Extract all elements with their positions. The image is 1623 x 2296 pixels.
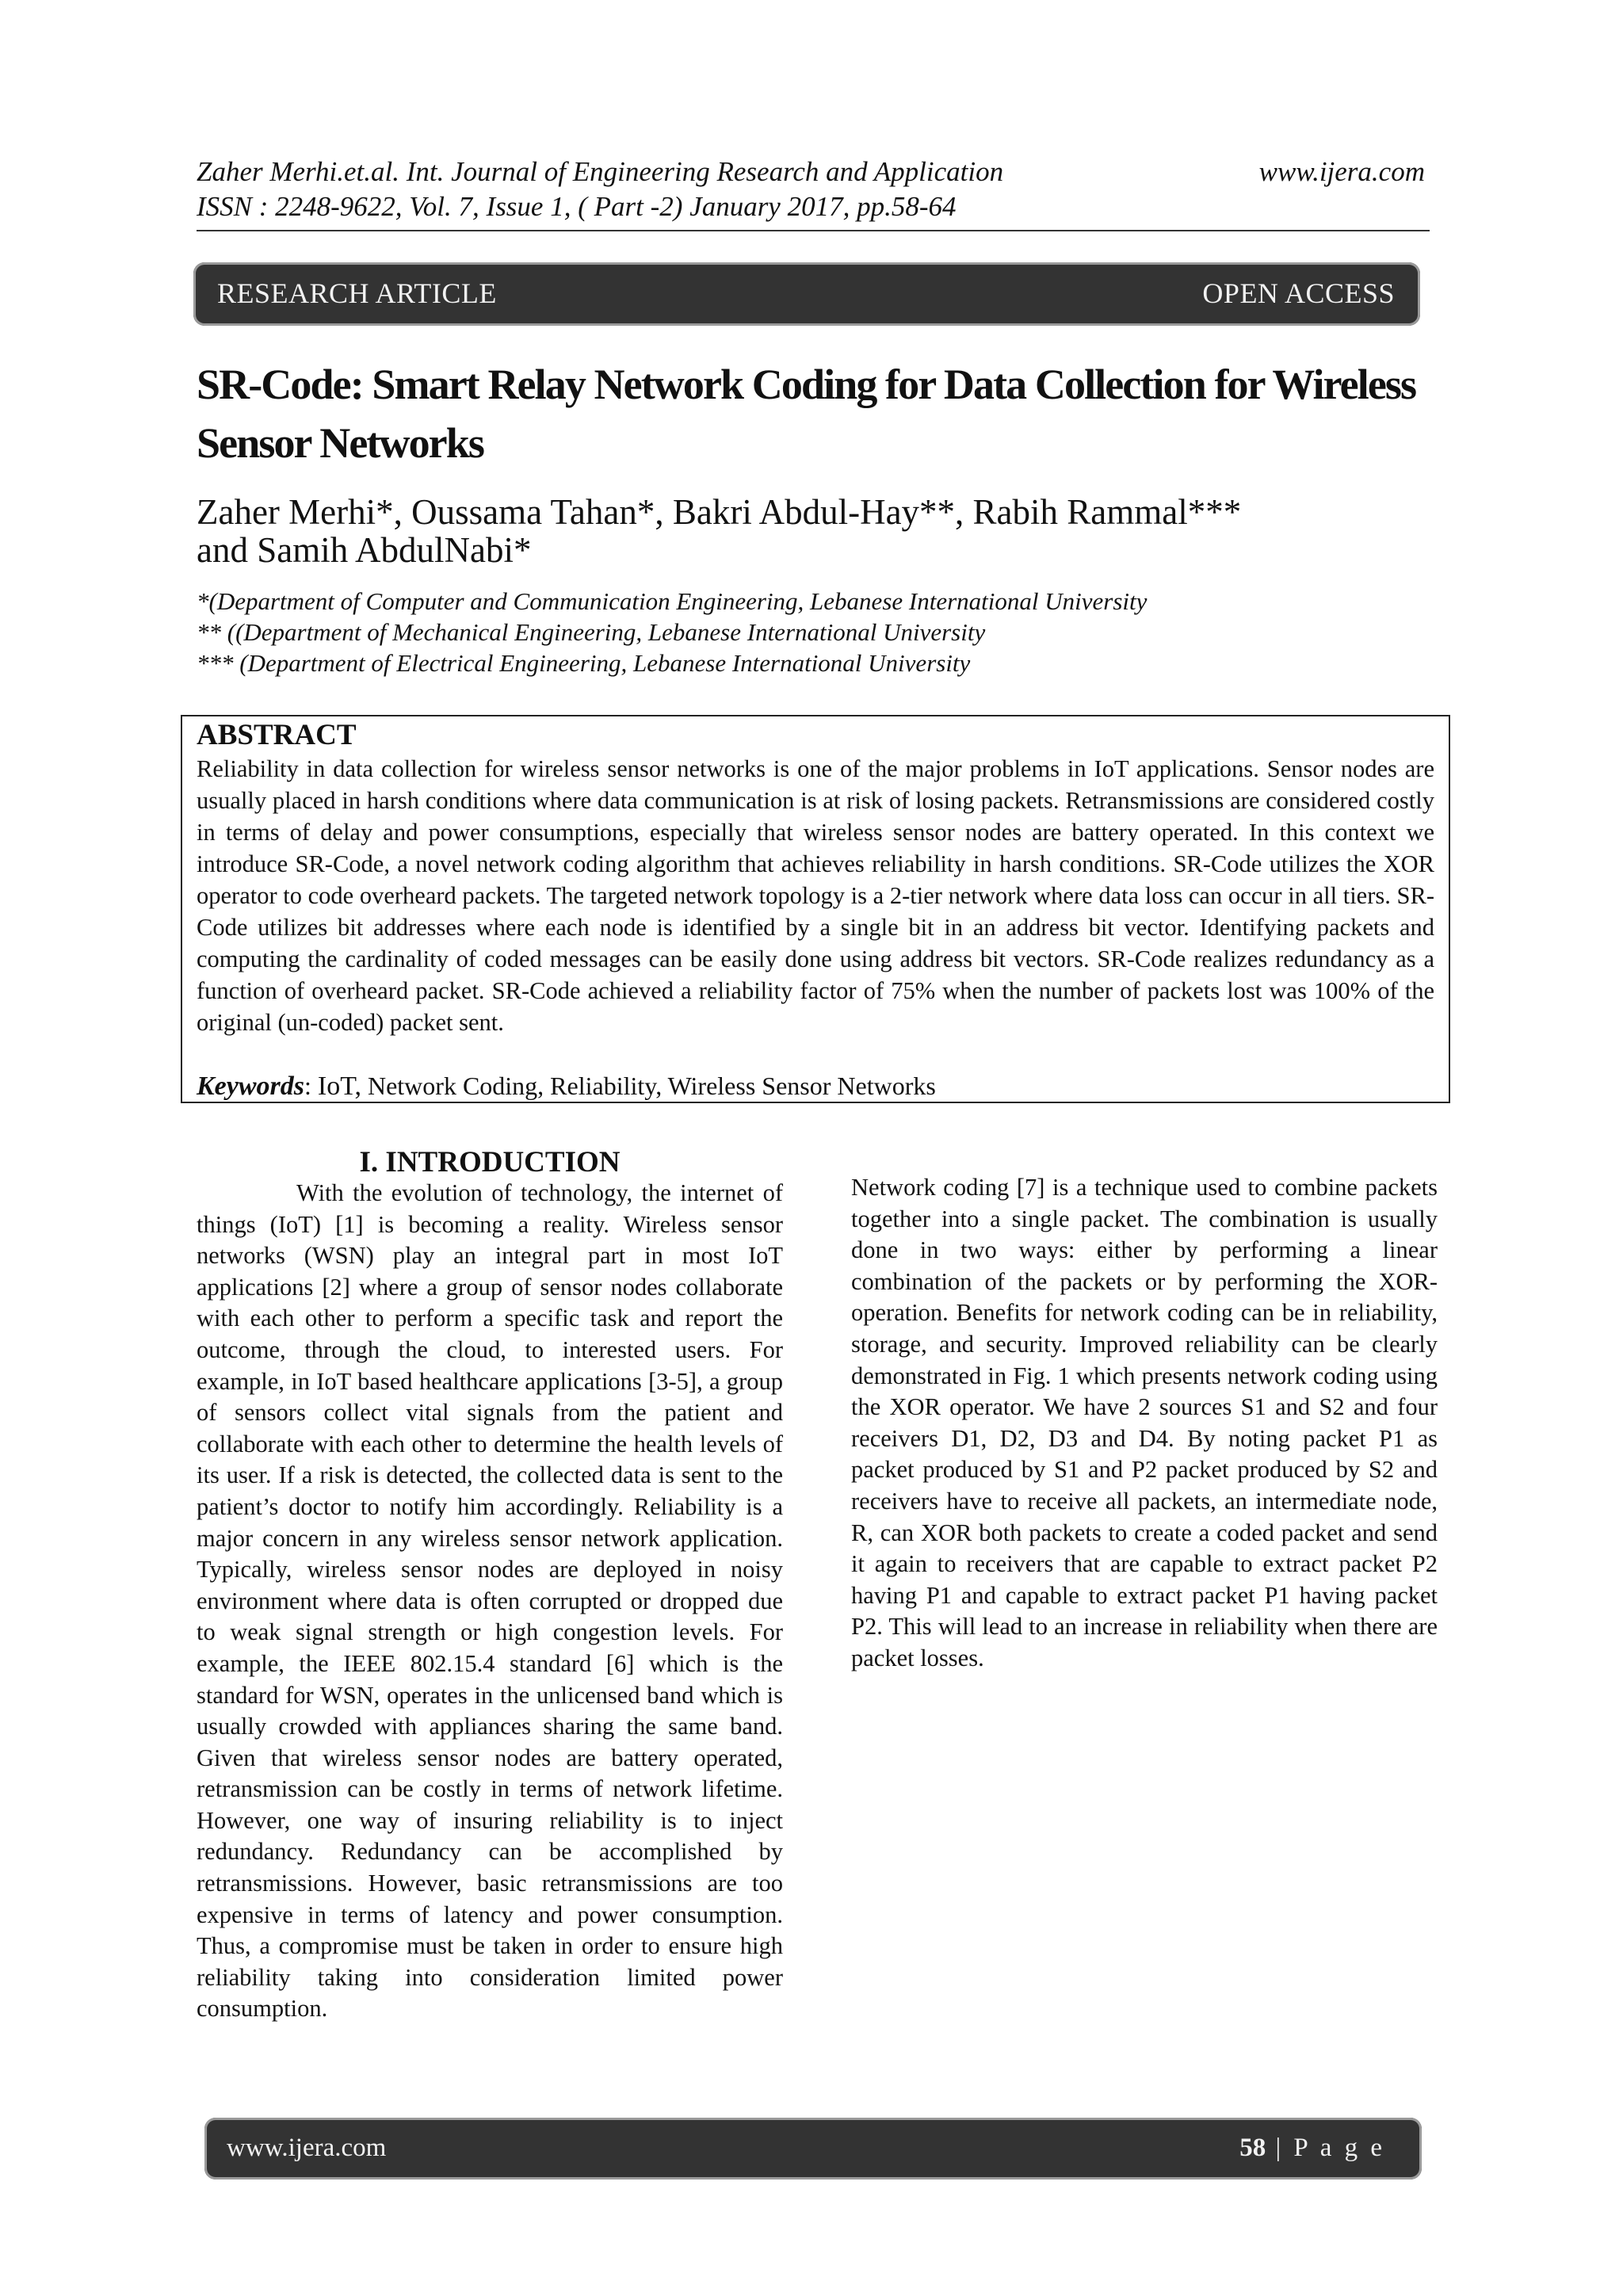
authors-line-1: Zaher Merhi*, Oussama Tahan*, Bakri Abdul-Hay**, Rabih Rammal*** [197, 492, 1242, 532]
page-label: | P a g e [1266, 2134, 1385, 2162]
keywords-label: Keywords [197, 1072, 304, 1101]
author-list [197, 493, 1433, 569]
introduction-heading: I. INTRODUCTION [359, 1146, 621, 1179]
affiliation-1: *(Department of Computer and Communication Engineering, Lebanese International University [197, 587, 1148, 615]
authors-line-2: and Samih AbdulNabi* [197, 530, 532, 570]
paper-title [197, 355, 1433, 472]
issn-line: ISSN : 2248-9622, Vol. 7, Issue 1, ( Part -2) January 2017, pp.58-64 [197, 191, 957, 222]
introduction-right-column: Network coding [7] is a technique used to combine packets together into a single packet. The combination is usually done in two ways: either by performing a linear combination of the packets or by performing the XOR-operation. Benefits for network coding can be in reliability, storage, and security. Improved reliability can be clearly demonstrated in Fig. 1 which presents network coding using the XOR operator. We have 2 sources S1 and S2 and four receivers D1, D2, D3 and D4. By noting packet P1 as packet produced by S1 and P2 packet produced by S2 and receivers have to receive all packets, an intermediate node, R, can XOR both packets to create a coded packet and send it again to receivers that are capable to extract packet P2 having P1 and capable to extract packet P1 having packet P2. This will lead to an increase in reliability when there are packet losses. [851, 1174, 1438, 1671]
footer-url[interactable]: www.ijera.com [227, 2134, 387, 2162]
abstract-heading: ABSTRACT [197, 719, 357, 751]
title-line-2: Sensor Networks [197, 419, 483, 467]
article-type-banner [193, 262, 1420, 326]
journal-url[interactable]: www.ijera.com [1258, 156, 1425, 187]
abstract-text: Reliability in data collection for wireless sensor networks is one of the major problems in IoT applications. Sensor nodes are usually placed in harsh conditions where data communication is at risk of losing packets. Retransmissions are considered costly in terms of delay and power consumptions, especially that wireless sensor nodes are battery operated. In this context we introduce SR-Code, a novel network coding algorithm that achieves reliability in harsh conditions. SR-Code utilizes the XOR operator to code overheard packets. The targeted network topology is a 2-tier network where data loss can occur in all tiers. SR-Code utilizes bit addresses where each node is identified by a single bit in an address bit vector. Identifying packets and computing the cardinality of coded messages can be easily done using address bit vectors. SR-Code realizes redundancy as a function of overheard packet. SR-Code achieved a reliability factor of 75% when the number of packets lost was 100% of the original (un-coded) packet sent. [197, 755, 1434, 1036]
introduction-left-column: With the evolution of technology, the internet of things (IoT) [1] is becoming a reality. Wireless sensor networks (WSN) play an integral part in most IoT applications [2] where a group of sensor nodes collaborate with each other to perform a specific task and report the outcome, through the cloud, to interested users. For example, in IoT based healthcare applications [3-5], a group of sensors collect vital signals from the patient and collaborate with each other to determine the health levels of its user. If a risk is detected, the collected data is sent to the patient’s doctor to notify him accordingly. Reliability is a major concern in any wireless sensor network application. Typically, wireless sensor nodes are deployed in noisy environment where data is often corrupted or dropped due to weak signal strength or high congestion levels. For example, the IEEE 802.15.4 standard [6] which is the standard for WSN, operates in the unlicensed band which is usually crowded with appliances sharing the same band. Given that wireless sensor nodes are battery operated, retransmission can be costly in terms of network lifetime. However, one way of insuring reliability is to inject redundancy. Redundancy can be accomplished by retransmissions. However, basic retransmissions are too expensive in terms of latency and power consumption. Thus, a compromise must be taken in order to ensure high reliability taking into consideration limited power consumption. [197, 1179, 783, 2023]
affiliation-2: ** ((Department of Mechanical Engineering, Lebanese International University [197, 618, 986, 646]
page-number: 58 [1239, 2134, 1266, 2162]
keywords-separator: : [304, 1072, 318, 1100]
research-article-label: RESEARCH ARTICLE [217, 277, 497, 309]
open-access-label: OPEN ACCESS [1202, 277, 1395, 309]
page-indicator [1239, 2134, 1385, 2163]
page-footer [204, 2118, 1422, 2179]
title-line-1: SR-Code: Smart Relay Network Coding for Data Collection for Wireless [197, 361, 1416, 408]
keyword-iot: IoT, [317, 1072, 361, 1101]
keywords-line [197, 1070, 936, 1102]
keywords-rest: Network Coding, Reliability, Wireless Sensor Networks [361, 1072, 936, 1100]
affiliation-3: *** (Department of Electrical Engineering, Lebanese International University [197, 649, 971, 677]
journal-header-line: Zaher Merhi.et.al. Int. Journal of Engineering Research and Application [197, 156, 1004, 187]
header-divider [197, 230, 1430, 231]
